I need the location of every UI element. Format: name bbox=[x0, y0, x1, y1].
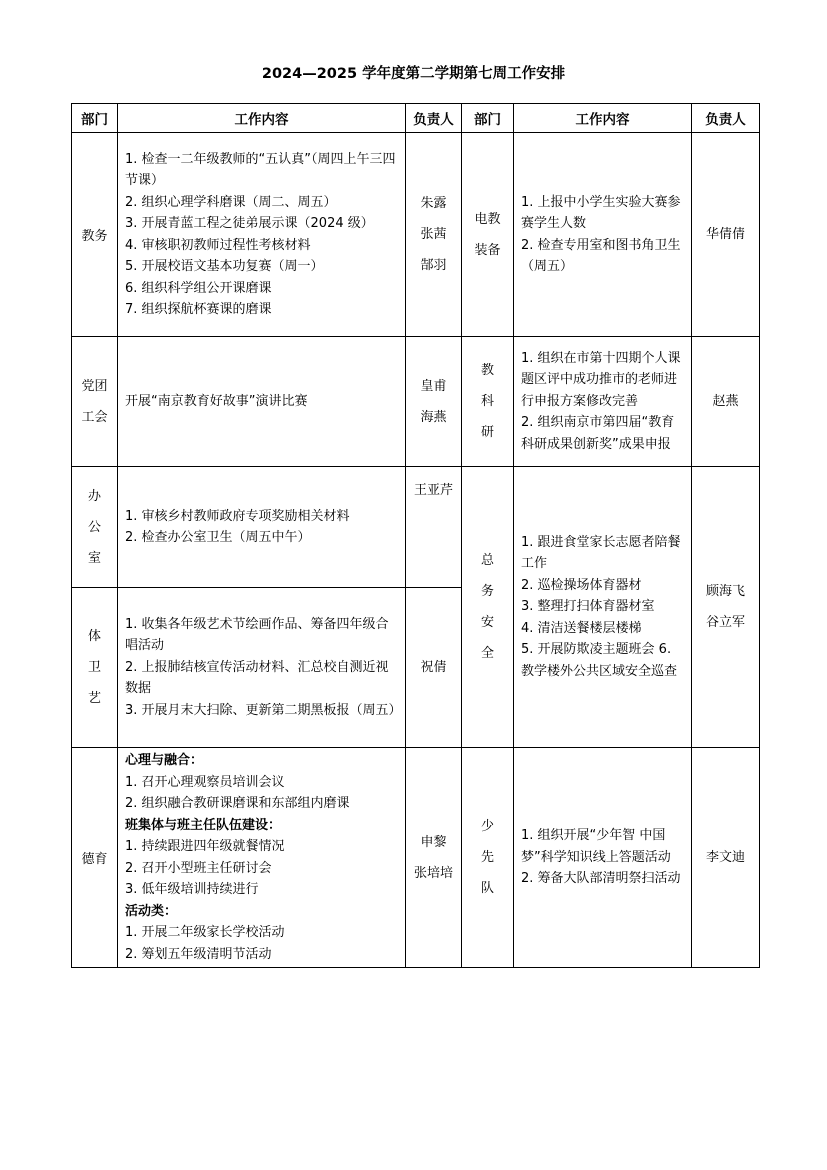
list-item: 5. 开展防欺凌主题班会 6. 教学楼外公共区域安全巡查 bbox=[521, 642, 678, 679]
person-jiaowu: 朱露 张茜 郜羽 bbox=[406, 133, 462, 337]
content-dangtuan bbox=[118, 337, 406, 467]
header-content-2: 工作内容 bbox=[514, 104, 692, 133]
person-shaoxiandui: 李文迪 bbox=[692, 748, 760, 968]
section-heading: 活动类： bbox=[125, 903, 178, 919]
list-item: 1. 召开心理观察员培训会议 bbox=[125, 774, 285, 790]
content-zongwu bbox=[514, 467, 692, 748]
list-item: 2. 组织融合教研课磨课和东部组内磨课 bbox=[125, 796, 350, 811]
list-item: 3. 整理打扫体育器材室 bbox=[521, 599, 655, 615]
list-item: 2. 组织心理学科磨课（周二、周五） bbox=[125, 194, 337, 210]
header-person-2: 负责人 bbox=[692, 104, 760, 133]
list-item: 4. 审核职初教师过程性考核材料 bbox=[125, 237, 311, 253]
list-item: 2. 筹划五年级清明节活动 bbox=[125, 946, 272, 962]
content-deyu bbox=[118, 748, 406, 968]
content-tiwei bbox=[118, 588, 406, 748]
dept-bangongshi: 办 公 室 bbox=[72, 467, 118, 588]
list-item: 2. 召开小型班主任研讨会 bbox=[125, 860, 272, 876]
person-bangongshi: 王亚芹 bbox=[406, 467, 462, 588]
list-item: 3. 开展青蓝工程之徒弟展示课（2024 级） bbox=[125, 216, 374, 231]
dept-jiaokeyan: 教 科 研 bbox=[462, 337, 514, 467]
list-item: 1. 审核乡村教师政府专项奖励相关材料 bbox=[125, 508, 350, 524]
content-jiaokeyan bbox=[514, 337, 692, 467]
dept-jiaowu: 教务 bbox=[72, 133, 118, 337]
person-dianjiao: 华倩倩 bbox=[692, 133, 760, 337]
list-item: 1. 上报中小学生实验大赛参赛学生人数 bbox=[521, 194, 681, 231]
person-dangtuan: 皇甫 海燕 bbox=[406, 337, 462, 467]
content-dianjiao bbox=[514, 133, 692, 337]
list-item: 7. 组织探航杯赛课的磨课 bbox=[125, 302, 272, 317]
person-tiwei: 祝倩 bbox=[406, 588, 462, 748]
list-item: 3. 低年级培训持续进行 bbox=[125, 882, 259, 897]
dept-dangtuan: 党团 工会 bbox=[72, 337, 118, 467]
list-item: 6. 组织科学组公开课磨课 bbox=[125, 280, 272, 296]
list-item: 5. 开展校语文基本功复赛（周一） bbox=[125, 259, 324, 274]
section-heading: 班集体与班主任队伍建设： bbox=[125, 817, 282, 833]
content-bangongshi bbox=[118, 467, 406, 588]
dept-shaoxiandui: 少 先 队 bbox=[462, 748, 514, 968]
content-shaoxiandui bbox=[514, 748, 692, 968]
page-title: 2024—2025 学年度第二学期第七周工作安排 bbox=[261, 66, 566, 82]
dept-dianjiao: 电教 装备 bbox=[462, 133, 514, 337]
list-item: 开展“南京教育好故事”演讲比赛 bbox=[125, 393, 308, 409]
person-zongwu: 顾海飞 谷立军 bbox=[692, 467, 760, 748]
table-row bbox=[72, 337, 760, 467]
header-dept-2: 部门 bbox=[462, 104, 514, 133]
list-item: 2. 上报肺结核宣传活动材料、汇总校自测近视数据 bbox=[125, 659, 389, 697]
list-item: 2. 组织南京市第四届“教育科研成果创新奖”成果申报 bbox=[521, 415, 675, 452]
list-item: 2. 检查办公室卫生（周五中午） bbox=[125, 530, 311, 545]
schedule-table bbox=[71, 103, 760, 968]
content-jiaowu bbox=[118, 133, 406, 337]
table-row bbox=[72, 133, 760, 337]
header-content: 工作内容 bbox=[118, 104, 406, 133]
list-item: 1. 跟进食堂家长志愿者陪餐工作 bbox=[521, 534, 681, 572]
list-item: 2. 筹备大队部清明祭扫活动 bbox=[521, 871, 681, 887]
list-item: 2. 检查专用室和图书角卫生（周五） bbox=[521, 237, 681, 274]
dept-tiwei: 体 卫 艺 bbox=[72, 588, 118, 748]
table-row bbox=[72, 748, 760, 968]
list-item: 3. 开展月末大扫除、更新第二期黑板报（周五） bbox=[125, 702, 402, 718]
list-item: 1. 开展二年级家长学校活动 bbox=[125, 925, 285, 940]
list-item: 1. 持续跟进四年级就餐情况 bbox=[125, 839, 285, 854]
header-dept: 部门 bbox=[72, 104, 118, 133]
table-row bbox=[72, 467, 760, 588]
person-jiaokeyan: 赵燕 bbox=[692, 337, 760, 467]
list-item: 1. 组织开展“少年智 中国梦”科学知识线上答题活动 bbox=[521, 828, 671, 865]
dept-zongwu: 总 务 安 全 bbox=[462, 467, 514, 748]
list-item: 4. 清洁送餐楼层楼梯 bbox=[521, 620, 642, 636]
dept-deyu: 德育 bbox=[72, 748, 118, 968]
list-item: 1. 组织在市第十四期个人课题区评中成功推市的老师进行申报方案修改完善 bbox=[521, 350, 681, 409]
header-row bbox=[72, 104, 760, 133]
list-item: 1. 收集各年级艺术节绘画作品、筹备四年级合唱活动 bbox=[125, 616, 389, 654]
list-item: 1. 检查一二年级教师的“五认真”（周四上午三四节课） bbox=[125, 151, 396, 188]
person-deyu: 申黎 张培培 bbox=[406, 748, 462, 968]
header-person: 负责人 bbox=[406, 104, 462, 133]
section-heading: 心理与融合： bbox=[125, 753, 204, 768]
list-item: 2. 巡检操场体育器材 bbox=[521, 577, 642, 593]
